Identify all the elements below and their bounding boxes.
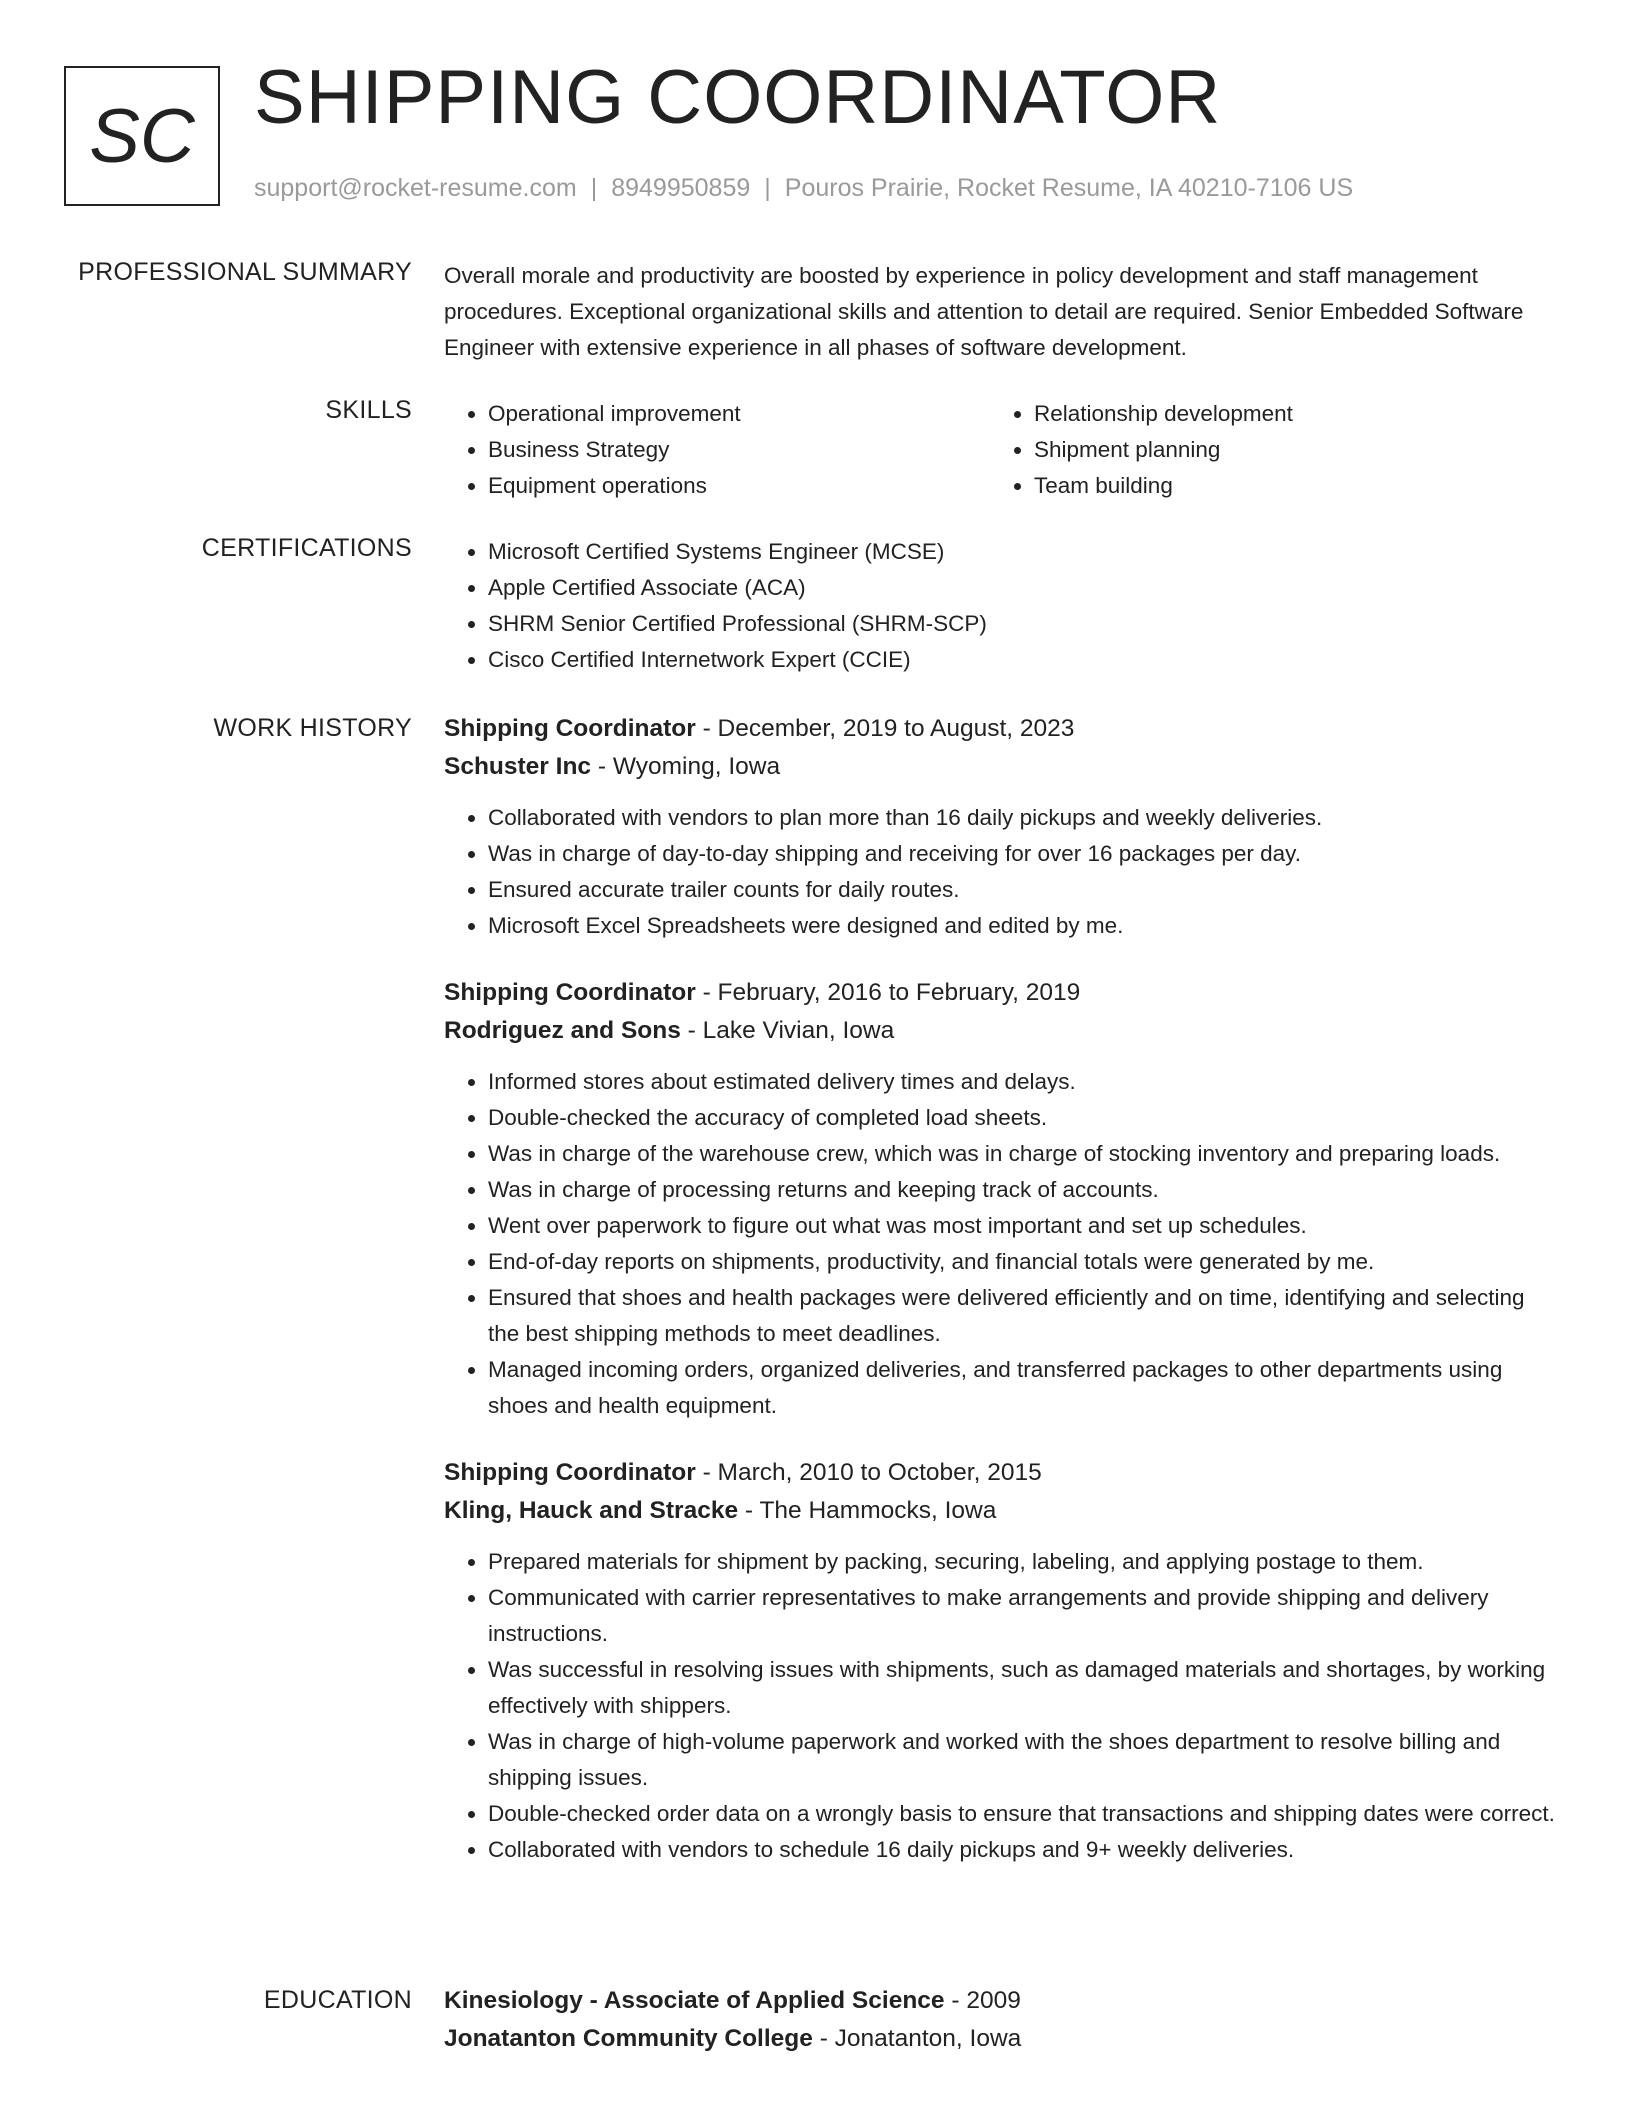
skill-item: • Team building: [1034, 468, 1536, 504]
job-bullet: • Managed incoming orders, organized deliveries, and transferred packages to other departments using shoes and health equipment.: [488, 1352, 1556, 1424]
contact-address: Pouros Prairie, Rocket Resume, IA 40210-7106 US: [784, 174, 1354, 202]
job-bullet: • Collaborated with vendors to schedule 16 daily pickups and 9+ weekly deliveries.: [488, 1832, 1556, 1868]
contact-phone[interactable]: 8949950859: [611, 174, 751, 202]
job-dates: - December, 2019 to August, 2023: [695, 715, 1075, 742]
job-title: Shipping Coordinator: [444, 1459, 696, 1486]
section-label-summary: PROFESSIONAL SUMMARY: [78, 258, 412, 286]
job-company: Schuster Inc: [444, 753, 592, 780]
job-entry: [444, 974, 1556, 1424]
contact-email[interactable]: support@rocket-resume.com: [254, 174, 577, 202]
job-bullets: [444, 1544, 1556, 1868]
job-company: Kling, Hauck and Stracke: [444, 1497, 739, 1524]
job-title: Shipping Coordinator: [444, 715, 696, 742]
job-bullet: • Collaborated with vendors to plan more than 16 daily pickups and weekly deliveries.: [488, 800, 1556, 836]
contact-line: [254, 174, 1353, 203]
job-bullet: • End-of-day reports on shipments, productivity, and financial totals were generated by me.: [488, 1244, 1556, 1280]
contact-separator: |: [590, 174, 598, 202]
skill-item: • Shipment planning: [1034, 432, 1536, 468]
certifications-content: [444, 534, 1556, 678]
job-dates: - March, 2010 to October, 2015: [695, 1459, 1042, 1486]
page-title: SHIPPING COORDINATOR: [254, 55, 1222, 140]
section-label-certifications: CERTIFICATIONS: [201, 534, 412, 562]
certification-item: • SHRM Senior Certified Professional (SHRM-SCP): [488, 606, 1556, 642]
job-company-line: [444, 1012, 1556, 1050]
certification-item: • Cisco Certified Internetwork Expert (CCIE): [488, 642, 1556, 678]
job-bullets: [444, 1064, 1556, 1424]
education-degree: Kinesiology - Associate of Applied Science: [444, 1987, 945, 2014]
job-bullets: [444, 800, 1556, 944]
job-company: Rodriguez and Sons: [444, 1017, 681, 1044]
summary-content: [444, 258, 1556, 366]
job-location: - Lake Vivian, Iowa: [680, 1017, 895, 1044]
job-bullet: • Prepared materials for shipment by packing, securing, labeling, and applying postage to them.: [488, 1544, 1556, 1580]
job-bullet: • Informed stores about estimated delivery times and delays.: [488, 1064, 1556, 1100]
contact-separator: |: [764, 174, 771, 202]
job-bullet: • Communicated with carrier representatives to make arrangements and provide shipping and delivery instructions.: [488, 1580, 1556, 1652]
skill-item: • Relationship development: [1034, 396, 1536, 432]
job-location: - Wyoming, Iowa: [591, 753, 781, 780]
education-location: - Jonatanton, Iowa: [812, 2025, 1022, 2052]
certification-item: • Apple Certified Associate (ACA): [488, 570, 1556, 606]
job-bullet: • Ensured accurate trailer counts for daily routes.: [488, 872, 1556, 908]
skill-item: • Business Strategy: [488, 432, 990, 468]
section-label-education: EDUCATION: [263, 1986, 412, 2014]
skill-item: • Operational improvement: [488, 396, 990, 432]
job-bullet: • Double-checked the accuracy of completed load sheets.: [488, 1100, 1556, 1136]
certification-item: • Microsoft Certified Systems Engineer (MCSE): [488, 534, 1556, 570]
skills-list-right: [990, 396, 1536, 504]
job-bullet: • Was in charge of the warehouse crew, which was in charge of stocking inventory and preparing loads.: [488, 1136, 1556, 1172]
education-content: [444, 1982, 1556, 2058]
skill-item: • Equipment operations: [488, 468, 990, 504]
job-bullet: • Went over paperwork to figure out what was most important and set up schedules.: [488, 1208, 1556, 1244]
section-label-work-history: WORK HISTORY: [213, 714, 412, 742]
job-bullet: • Was in charge of high-volume paperwork and worked with the shoes department to resolve billing and shipping issues.: [488, 1724, 1556, 1796]
work-history-content: [444, 710, 1556, 1898]
job-bullet: • Double-checked order data on a wrongly basis to ensure that transactions and shipping dates were correct.: [488, 1796, 1556, 1832]
job-location: - The Hammocks, Iowa: [738, 1497, 997, 1524]
job-title: Shipping Coordinator: [444, 979, 696, 1006]
summary-text: Overall morale and productivity are boosted by experience in policy development and staff management procedures. Exceptional organizational skills and attention to detail are required. Senior Embedded Software Engineer with extensive experience in all phases of software development.: [444, 263, 1524, 360]
section-label-skills: SKILLS: [325, 396, 412, 424]
job-bullet: • Ensured that shoes and health packages were delivered efficiently and on time, identifying and selecting the best shipping methods to meet deadlines.: [488, 1280, 1556, 1352]
job-dates: - February, 2016 to February, 2019: [695, 979, 1081, 1006]
job-bullet: • Was successful in resolving issues with shipments, such as damaged materials and shortages, by working effectively with shippers.: [488, 1652, 1556, 1724]
certifications-list: [444, 534, 1556, 678]
job-heading: [444, 1454, 1556, 1492]
initials: SC: [89, 93, 195, 179]
education-degree-line: [444, 1982, 1556, 2020]
job-entry: [444, 710, 1556, 944]
skills-list-left: [444, 396, 990, 504]
job-entry: [444, 1454, 1556, 1868]
job-bullet: • Was in charge of day-to-day shipping and receiving for over 16 packages per day.: [488, 836, 1556, 872]
skills-content: [444, 396, 1556, 504]
education-school-line: [444, 2020, 1556, 2058]
job-bullet: • Microsoft Excel Spreadsheets were designed and edited by me.: [488, 908, 1556, 944]
education-year: - 2009: [944, 1987, 1021, 2014]
job-company-line: [444, 748, 1556, 786]
job-bullet: • Was in charge of processing returns and keeping track of accounts.: [488, 1172, 1556, 1208]
monogram-logo: [64, 66, 220, 206]
job-heading: [444, 710, 1556, 748]
job-heading: [444, 974, 1556, 1012]
education-school: Jonatanton Community College: [444, 2025, 813, 2052]
job-company-line: [444, 1492, 1556, 1530]
